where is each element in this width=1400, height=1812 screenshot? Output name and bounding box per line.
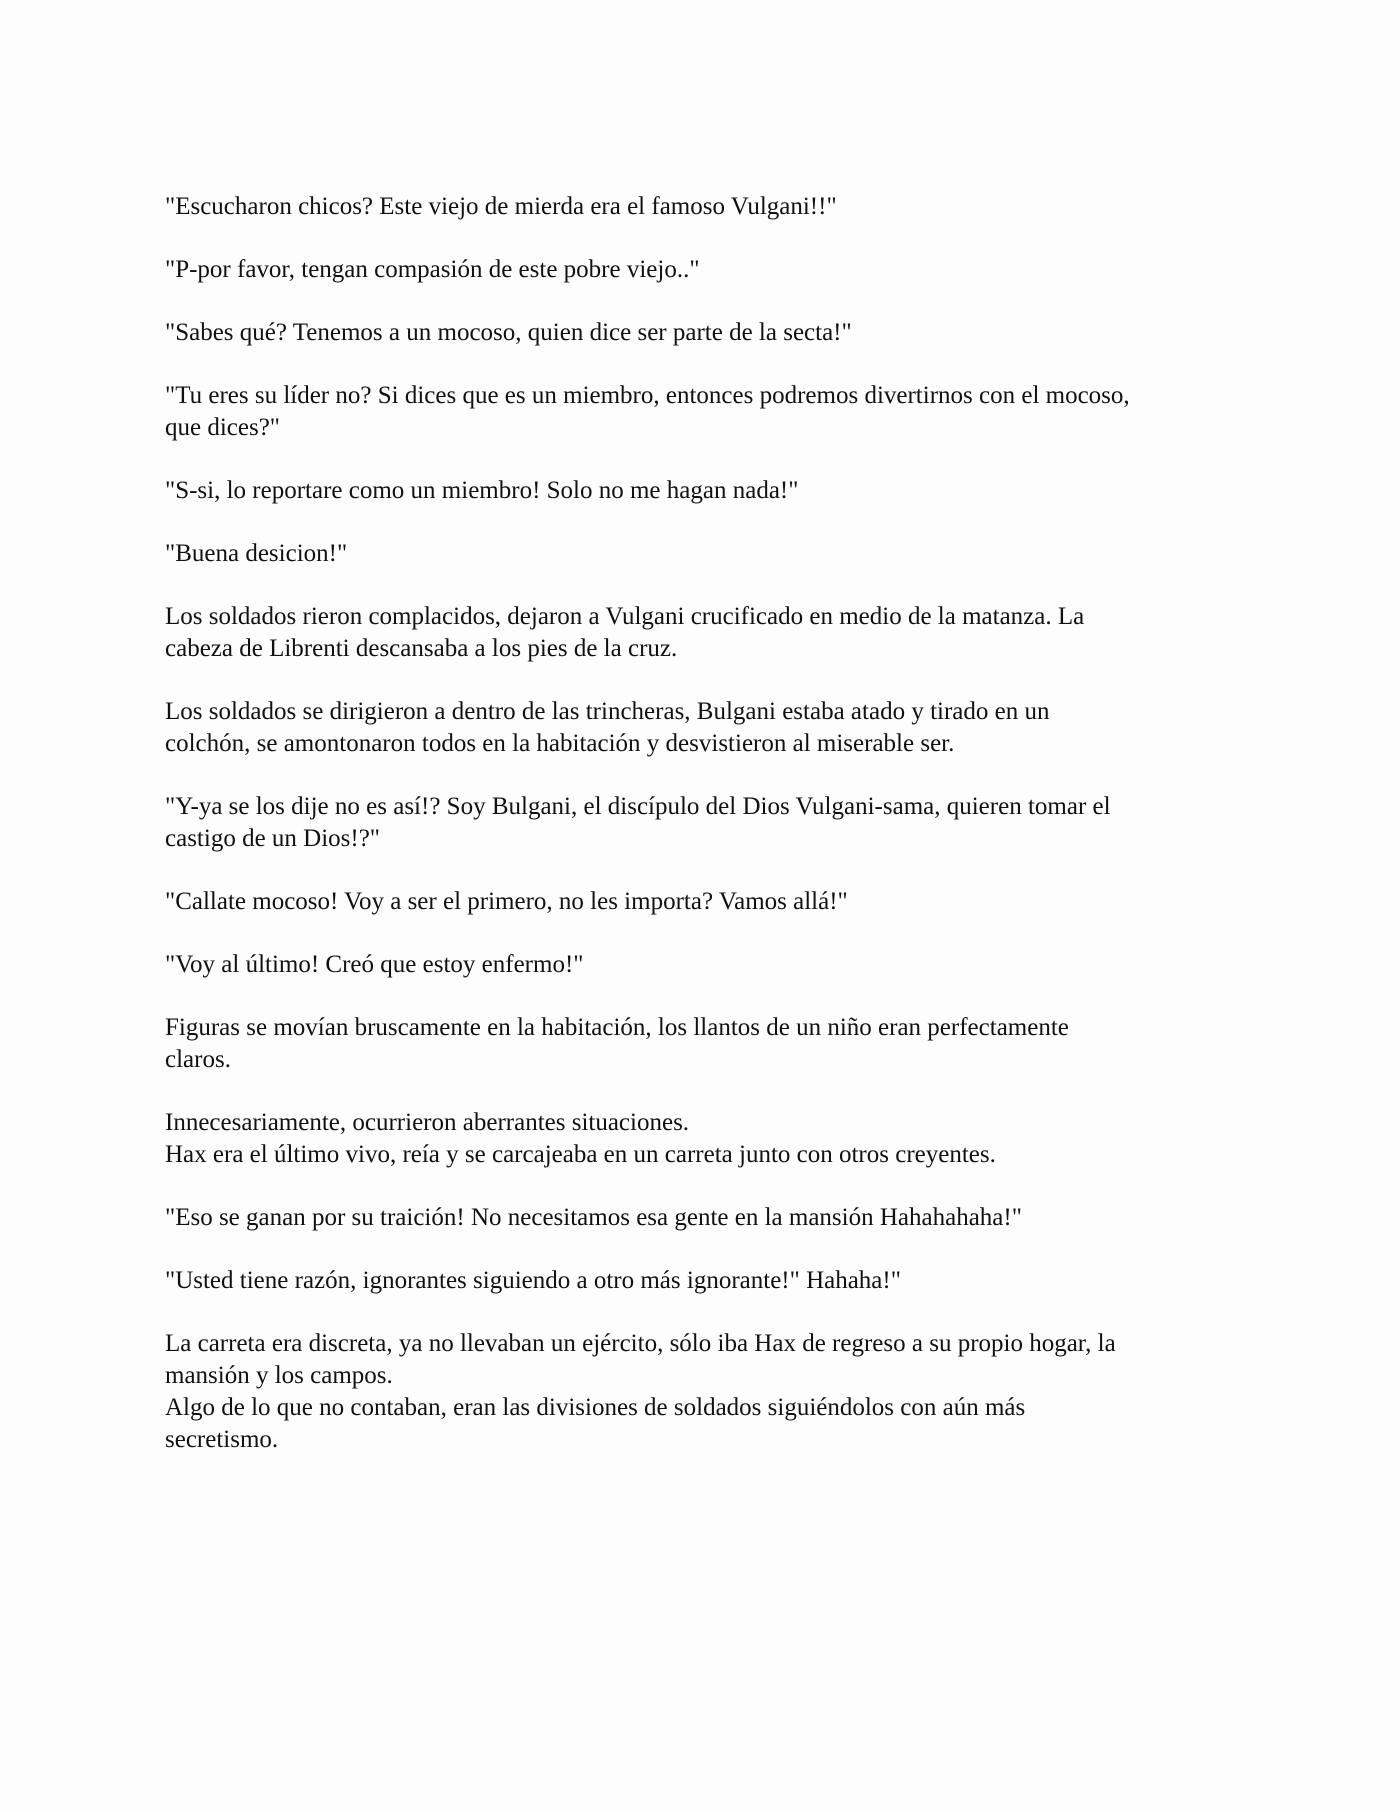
paragraph [165,317,1245,349]
text-line: "Sabes qué? Tenemos a un mocoso, quien dice ser parte de la secta!" [165,319,852,346]
text-line: "Escucharon chicos? Este viejo de mierda era el famoso Vulgani!!" [165,193,837,220]
text-line: claros. [165,1046,231,1073]
text-line: "Eso se ganan por su traición! No necesitamos esa gente en la mansión Hahahahaha!" [165,1204,1022,1231]
paragraph [165,949,1245,981]
document-body [165,191,1245,1487]
paragraph [165,380,1245,444]
text-line: "Buena desicion!" [165,540,348,567]
paragraph [165,1265,1245,1297]
paragraph [165,1107,1245,1171]
text-line: La carreta era discreta, ya no llevaban un ejército, sólo iba Hax de regreso a su propio hogar, la [165,1330,1116,1357]
text-line: "Voy al último! Creó que estoy enfermo!" [165,951,584,978]
text-line: que dices?" [165,414,281,441]
paragraph [165,601,1245,665]
paragraph [165,191,1245,223]
paragraph [165,538,1245,570]
text-line: mansión y los campos. [165,1362,393,1389]
text-line: "Tu eres su líder no? Si dices que es un miembro, entonces podremos divertirnos con el mocoso, [165,382,1130,409]
text-line: "Callate mocoso! Voy a ser el primero, no les importa? Vamos allá!" [165,888,848,915]
text-line: Los soldados rieron complacidos, dejaron a Vulgani crucificado en medio de la matanza. La [165,603,1085,630]
text-line: secretismo. [165,1426,279,1453]
text-line: castigo de un Dios!?" [165,825,381,852]
text-line: Innecesariamente, ocurrieron aberrantes situaciones. [165,1109,690,1136]
text-line: "S-si, lo reportare como un miembro! Solo no me hagan nada!" [165,477,799,504]
text-line: "Y-ya se los dije no es así!? Soy Bulgani, el discípulo del Dios Vulgani-sama, quieren tomar el [165,793,1111,820]
text-line: cabeza de Librenti descansaba a los pies de la cruz. [165,635,678,662]
paragraph [165,791,1245,855]
text-line: "P-por favor, tengan compasión de este pobre viejo.." [165,256,700,283]
paragraph [165,886,1245,918]
paragraph [165,254,1245,286]
paragraph [165,475,1245,507]
paragraph [165,1328,1245,1456]
text-line: Los soldados se dirigieron a dentro de las trincheras, Bulgani estaba atado y tirado en un [165,698,1050,725]
text-line: colchón, se amontonaron todos en la habitación y desvistieron al miserable ser. [165,730,955,757]
text-line: Figuras se movían bruscamente en la habitación, los llantos de un niño eran perfectamente [165,1014,1069,1041]
paragraph [165,1012,1245,1076]
paragraph [165,1202,1245,1234]
paragraph [165,696,1245,760]
text-line: Hax era el último vivo, reía y se carcajeaba en un carreta junto con otros creyentes. [165,1141,996,1168]
text-line: Algo de lo que no contaban, eran las divisiones de soldados siguiéndolos con aún más [165,1394,1026,1421]
text-line: "Usted tiene razón, ignorantes siguiendo a otro más ignorante!" Hahaha!" [165,1267,901,1294]
